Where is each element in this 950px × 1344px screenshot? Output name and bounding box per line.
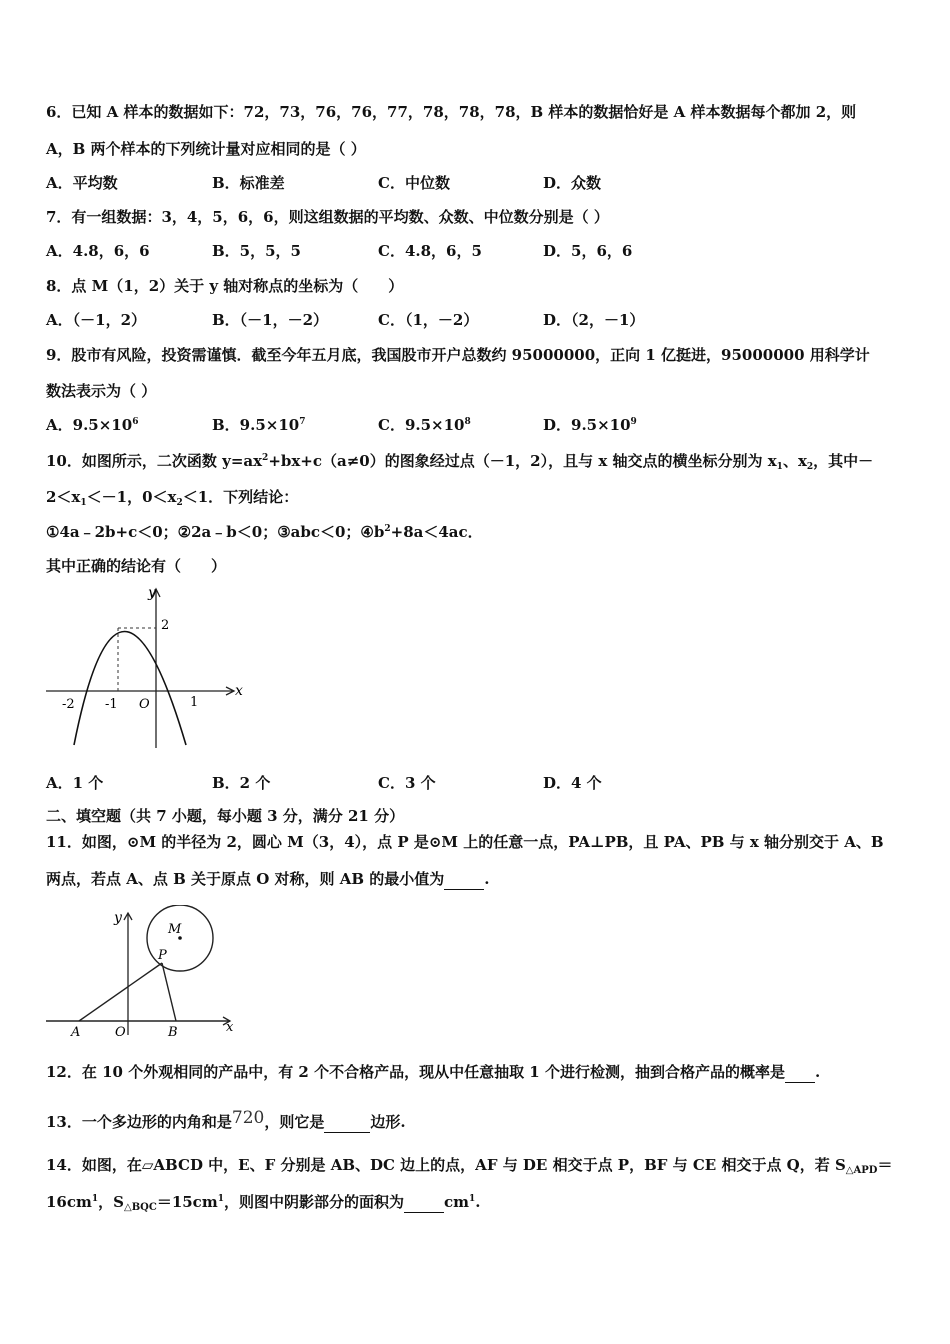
q10-stem-line1: 10．如图所示，二次函数 $y=ax^2+bx+c(a\ne 0)$的图象经过点（－1，2），且与 x 轴交点的横坐标分别为 $x_1$、$x_2$，其中－ [46, 452, 874, 472]
q9-stem-line1: 9．股市有风险，投资需谨慎．截至今年五月底，我国股市开户总数约 95000000，正向 1 亿挺进，95000000 用科学计 [46, 346, 870, 364]
q14-answer-blank [404, 1192, 444, 1213]
q13-answer-blank [324, 1112, 370, 1133]
angle-720: 720 [231, 1108, 265, 1128]
q11-stem-line2: 两点，若点 A、点 B 关于原点 O 对称，则 AB 的最小值为 . [46, 870, 490, 888]
q11-stem-line1: 11．如图，⊙M 的半径为 2，圆心 M（3，4），点 P 是⊙M 上的任意一点，PA⊥PB，且 PA、PB 与 x 轴分别交于 A、B [46, 833, 884, 851]
q6-stem-line1: 6．已知 A 样本的数据如下：72，73，76，76，77，78，78，78，B 样本的数据恰好是 A 样本数据每个都加 2，则 [46, 103, 857, 121]
label-one: 1 [190, 695, 199, 710]
q9-option-a: A．$9.5\times 10^6$ [46, 416, 139, 434]
label-origin: O [139, 697, 150, 712]
label-o: O [115, 1025, 126, 1040]
q10-question: 其中正确的结论有（ ） [46, 557, 227, 575]
q8-stem: 8．点 M（1，2）关于 y 轴对称点的坐标为（ ） [46, 277, 404, 295]
q7-stem: 7．有一组数据：3，4，5，6，6，则这组数据的平均数、众数、中位数分别是（ ） [46, 208, 609, 226]
q9-option-c: C．$9.5\times 10^8$ [378, 416, 471, 434]
q14-stem-line2: $16cm^1$，$S_{\triangle BQC}=15cm^1$，则图中阴影部分的面积为 $cm^1$. [46, 1193, 481, 1213]
label-a: A [71, 1025, 81, 1040]
q10-option-d: D．4 个 [543, 774, 602, 792]
q8-option-b: B．（－1，－2） [212, 311, 329, 329]
q11-answer-blank [444, 869, 484, 890]
q6-option-c: C．中位数 [378, 174, 450, 192]
q8-option-a: A．（－1，2） [46, 311, 147, 329]
label-neg-one: -1 [105, 697, 118, 712]
q10-stem-line2: $2<x_1<-1$，$0<x_2<1$．下列结论： [46, 488, 299, 508]
q8-option-d: D．（2，－1） [543, 311, 645, 329]
q14-stem-line1: 14．如图，在▱ABCD 中，E、F 分别是 AB、DC 边上的点，AF 与 DE 相交于点 P，BF 与 CE 相交于点 Q，若 $S_{\triangle APD}=$ [46, 1156, 893, 1176]
q13-stem: 13．一个多边形的内角和是720，则它是 边形. [46, 1108, 406, 1131]
q10-parabola-figure [44, 583, 246, 753]
x-label: x [226, 1020, 234, 1035]
label-b: B [168, 1025, 178, 1040]
q10-option-b: B．2 个 [212, 774, 271, 792]
q6-option-d: D．众数 [543, 174, 602, 192]
q6-option-a: A．平均数 [46, 174, 118, 192]
x-label: x [235, 683, 243, 699]
q9-stem-line2: 数法表示为（ ） [46, 382, 157, 400]
y-label: y [148, 585, 156, 601]
q10-conclusions: ①4a﹣2b+c＜0；②2a﹣b＜0；③abc＜0；$④b^2+8a<4ac$． [46, 523, 483, 541]
label-two: 2 [161, 618, 170, 633]
q9-option-b: B．$9.5\times 10^7$ [212, 416, 306, 434]
q11-circle-figure [40, 905, 240, 1040]
y-label: y [114, 910, 122, 926]
label-p: P [158, 948, 167, 963]
q9-option-d: D．$9.5\times 10^9$ [543, 416, 637, 434]
label-neg-two: -2 [62, 697, 75, 712]
section-2-heading: 二、填空题（共 7 小题，每小题 3 分，满分 21 分） [46, 807, 405, 825]
q7-option-b: B．5，5，5 [212, 242, 301, 260]
q7-option-d: D．5，6，6 [543, 242, 633, 260]
q10-option-c: C．3 个 [378, 774, 436, 792]
q6-stem-line2: A，B 两个样本的下列统计量对应相同的是（ ） [46, 140, 366, 158]
q12-answer-blank [785, 1062, 815, 1083]
label-m: M [168, 922, 182, 937]
q6-option-b: B．标准差 [212, 174, 285, 192]
q12-stem: 12．在 10 个外观相同的产品中，有 2 个不合格产品，现从中任意抽取 1 个进行检测，抽到合格产品的概率是 . [46, 1063, 821, 1081]
q7-option-a: A．4.8，6，6 [46, 242, 150, 260]
q8-option-c: C．（1，－2） [378, 311, 479, 329]
q7-option-c: C．4.8，6，5 [378, 242, 482, 260]
q10-option-a: A．1 个 [46, 774, 104, 792]
